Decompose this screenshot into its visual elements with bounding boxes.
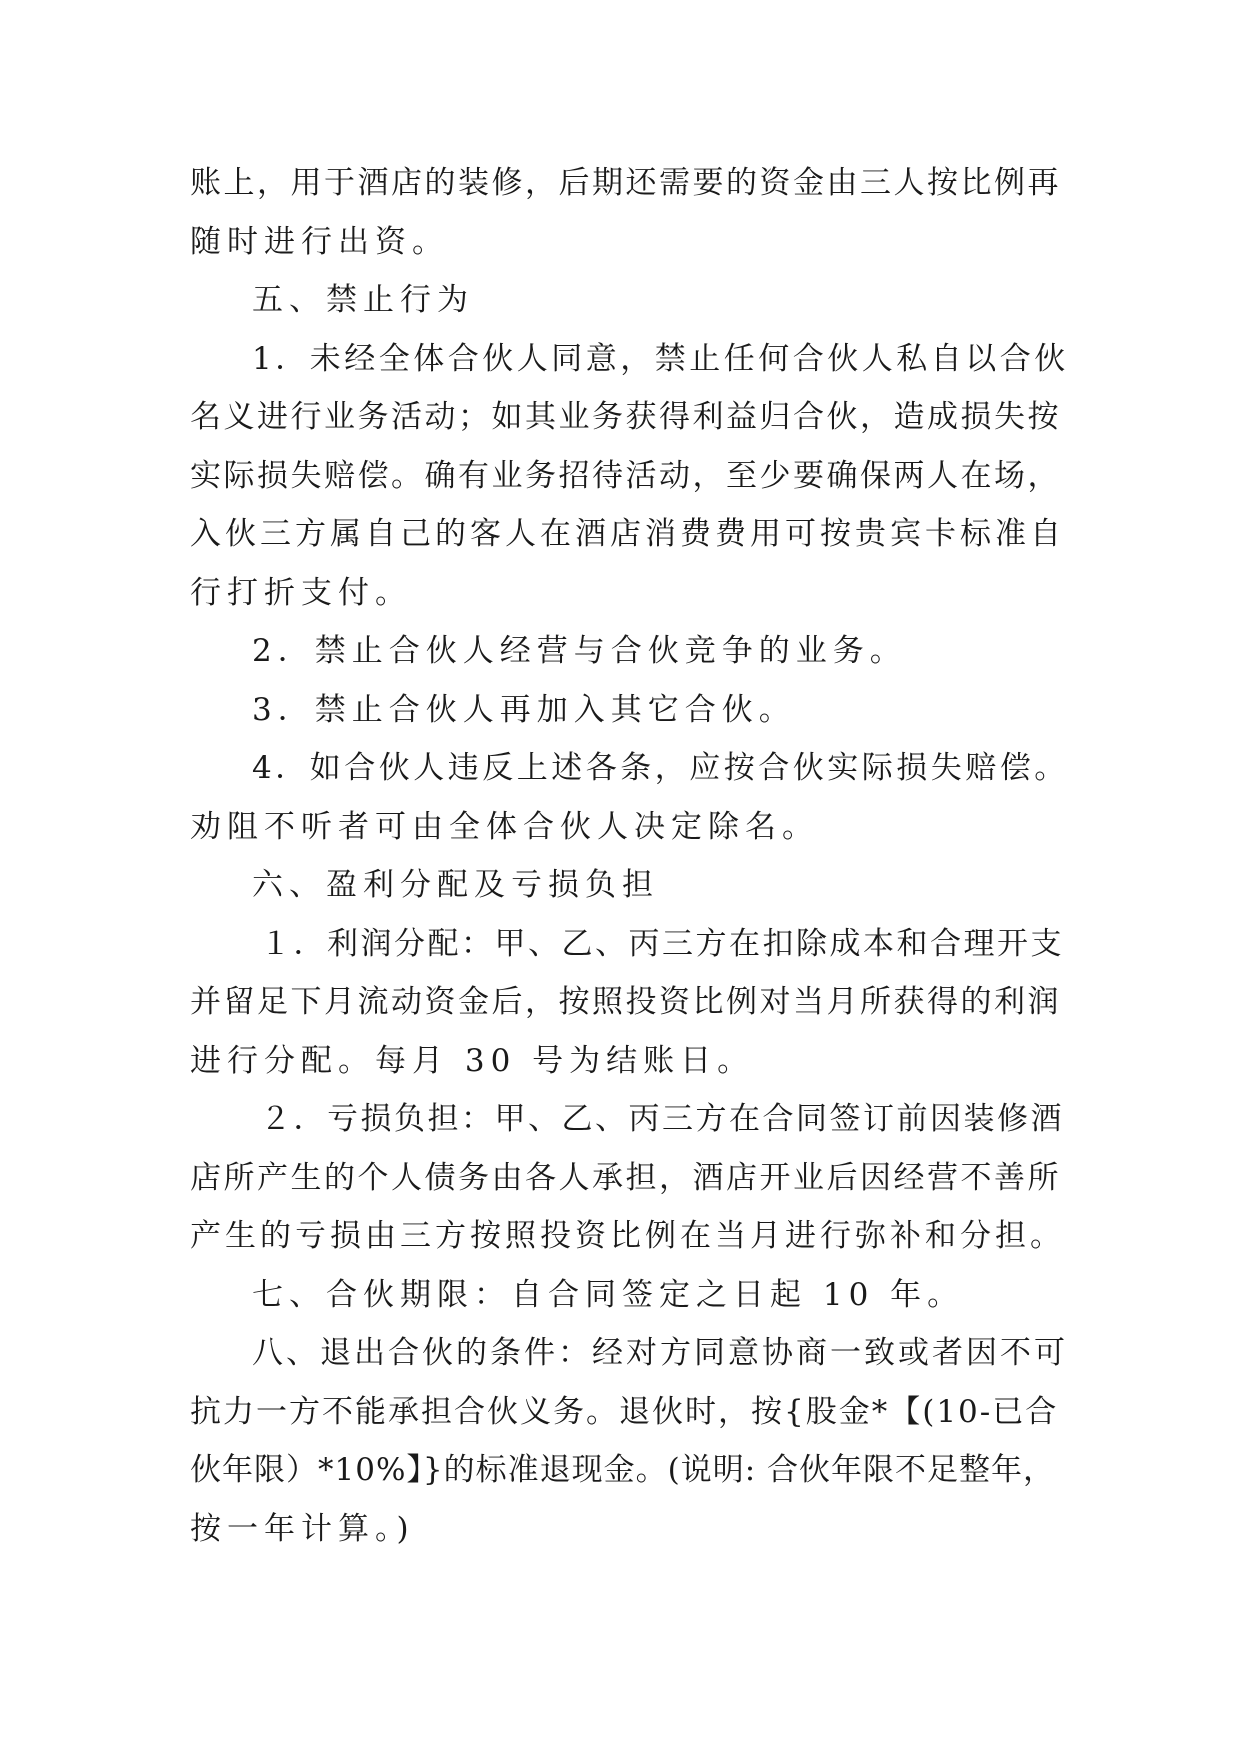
section-heading-profit-loss: 六、盈利分配及亏损负担 xyxy=(252,867,659,903)
text-line: ２．亏损负担：甲、乙、丙三方在合同签订前因装修酒 xyxy=(260,1101,1064,1137)
section-heading-partnership-term: 七、合伙期限：自合同签定之日起 10 年。 xyxy=(252,1276,965,1313)
section-heading-prohibited-acts: 五、禁止行为 xyxy=(252,282,474,318)
text-line: 抗力一方不能承担合伙义务。退伙时，按{股金*【(10-已合 xyxy=(190,1393,1059,1430)
text-line: 3．禁止合伙人再加入其它合伙。 xyxy=(252,691,796,728)
text-line: 2．禁止合伙人经营与合伙竞争的业务。 xyxy=(252,633,907,669)
text-line: 账上，用于酒店的装修，后期还需要的资金由三人按比例再 xyxy=(190,165,1061,201)
text-line: １．利润分配：甲、乙、丙三方在扣除成本和合理开支 xyxy=(260,925,1064,962)
document-body xyxy=(190,154,1069,1558)
text-line: 按一年计算。) xyxy=(190,1510,415,1547)
text-line: 随时进行出资。 xyxy=(190,223,449,260)
text-line: 劝阻不听者可由全体合伙人决定除名。 xyxy=(190,808,819,845)
text-line: 入伙三方属自己的客人在酒店消费费用可按贵宾卡标准自 xyxy=(190,516,1065,552)
text-line: 行打折支付。 xyxy=(190,574,412,611)
text-line: 进行分配。每月 30 号为结账日。 xyxy=(190,1042,755,1079)
text-line: 产生的亏损由三方按照投资比例在当月进行弥补和分担。 xyxy=(190,1218,1065,1254)
section-heading-withdrawal: 八、退出合伙的条件：经对方同意协商一致或者因不可 xyxy=(252,1335,1068,1371)
text-line: 1．未经全体合伙人同意，禁止任何合伙人私自以合伙 xyxy=(252,340,1069,377)
text-line: 4．如合伙人违反上述各条，应按合伙实际损失赔偿。 xyxy=(252,750,1069,786)
text-line: 店所产生的个人债务由各人承担，酒店开业后因经营不善所 xyxy=(190,1159,1061,1196)
text-line: 名义进行业务活动；如其业务获得利益归合伙，造成损失按 xyxy=(190,399,1061,435)
text-line: 伙年限）*10%】}的标准退现金。(说明: 合伙年限不足整年， xyxy=(190,1452,1056,1488)
text-line: 实际损失赔偿。确有业务招待活动，至少要确保两人在场， xyxy=(190,457,1061,494)
text-line: 并留足下月流动资金后，按照投资比例对当月所获得的利润 xyxy=(190,984,1061,1020)
